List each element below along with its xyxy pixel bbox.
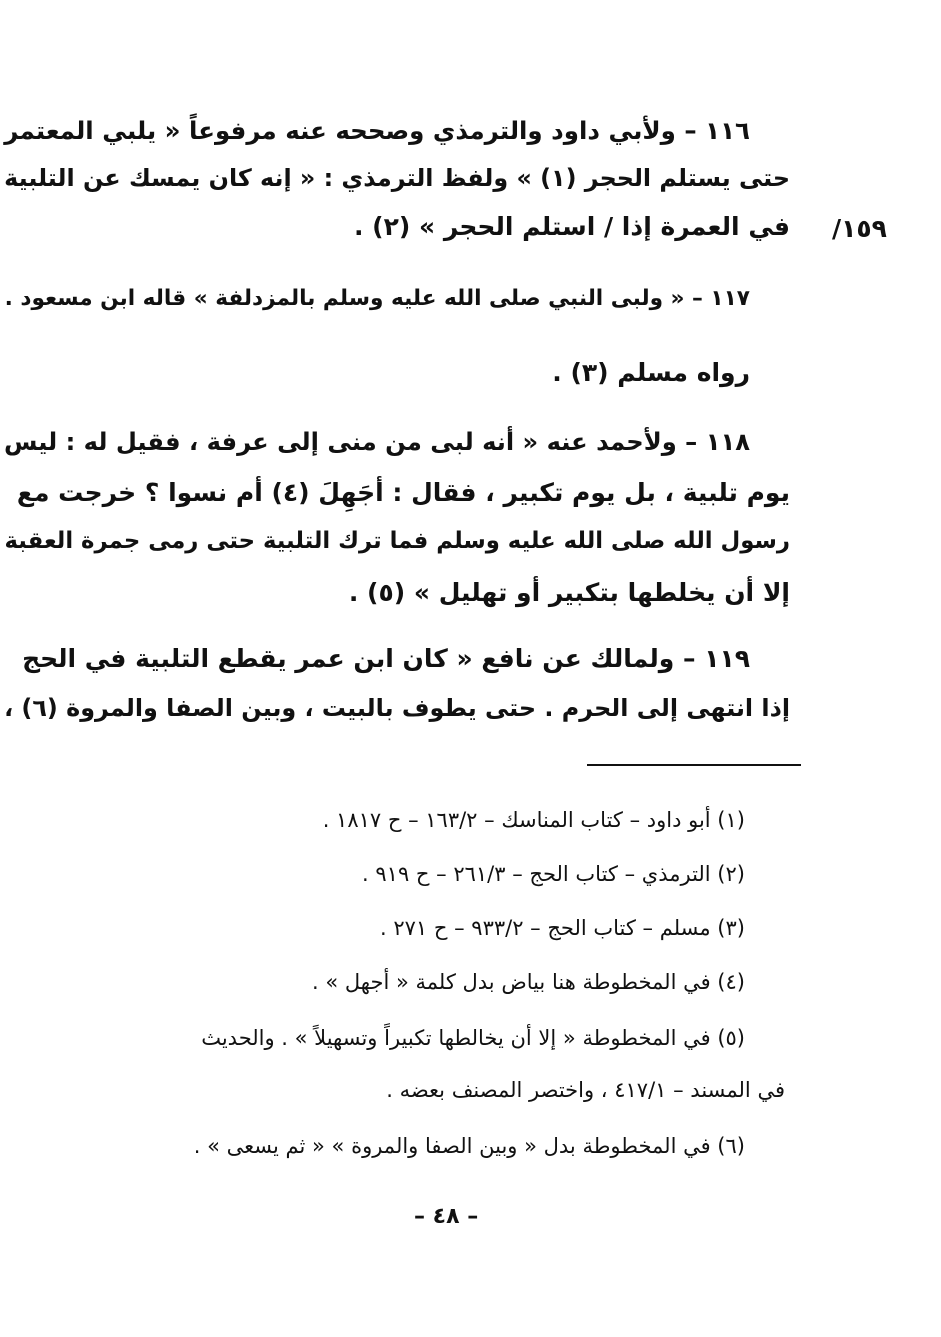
- body-line-1: ١١٦ – ولأبي داود والترمذي وصححه عنه مرفوعاً « يلبي المعتمر: [4, 116, 750, 145]
- body-line-8: رسول الله صلى الله عليه وسلم فما ترك التلبية حتى رمى جمرة العقبة: [4, 528, 790, 554]
- body-line-4: ١١٧ – « ولبى النبي صلى الله عليه وسلم بالمزدلفة » قاله ابن مسعود .: [4, 286, 750, 311]
- footnote-3: (٣) مسلم – كتاب الحج – ٩٣٣/٢ – ح ٢٧١ .: [380, 916, 745, 940]
- footnote-4: (٤) في المخطوطة هنا بياض بدل كلمة « أجهل » .: [312, 970, 745, 994]
- margin-page-reference: ١٥٩/: [832, 214, 887, 243]
- body-line-5: رواه مسلم (٣) .: [552, 358, 750, 387]
- body-line-9: إلا أن يخلطها بتكبير أو تهليل » (٥) .: [348, 578, 790, 607]
- body-line-2: حتى يستلم الحجر (١) » ولفظ الترمذي : « إنه كان يمسك عن التلبية: [4, 164, 790, 192]
- footnote-2: (٢) الترمذي – كتاب الحج – ٢٦١/٣ – ح ٩١٩ .: [362, 862, 745, 886]
- body-line-11: إذا انتهى إلى الحرم . حتى يطوف بالبيت ، وبين الصفا والمروة (٦) ،: [4, 694, 790, 722]
- footnote-5: (٥) في المخطوطة « إلا أن يخالطها تكبيراً وتسهيلاً » . والحديث: [201, 1026, 745, 1050]
- body-line-6: ١١٨ – ولأحمد عنه « أنه لبى من منى إلى عرفة ، فقيل له : ليس: [4, 428, 750, 456]
- footnote-5-continued: في المسند – ٤١٧/١ ، واختصر المصنف بعضه .: [386, 1078, 785, 1102]
- body-line-3: في العمرة إذا / استلم الحجر » (٢) .: [353, 212, 790, 241]
- page-number: – ٤٨ –: [414, 1204, 479, 1229]
- footnote-6: (٦) في المخطوطة بدل « وبين الصفا والمروة » « ثم يسعى » .: [193, 1134, 745, 1158]
- footnote-1: (١) أبو داود – كتاب المناسك – ١٦٣/٢ – ح ١٨١٧ .: [322, 808, 745, 832]
- footnote-separator: [587, 764, 801, 766]
- body-line-10: ١١٩ – ولمالك عن نافع « كان ابن عمر يقطع التلبية في الحج: [22, 644, 750, 673]
- body-line-7: يوم تلبية ، بل يوم تكبير ، فقال : أجَهِلَ (٤) أم نسوا ؟ خرجت مع: [16, 478, 790, 507]
